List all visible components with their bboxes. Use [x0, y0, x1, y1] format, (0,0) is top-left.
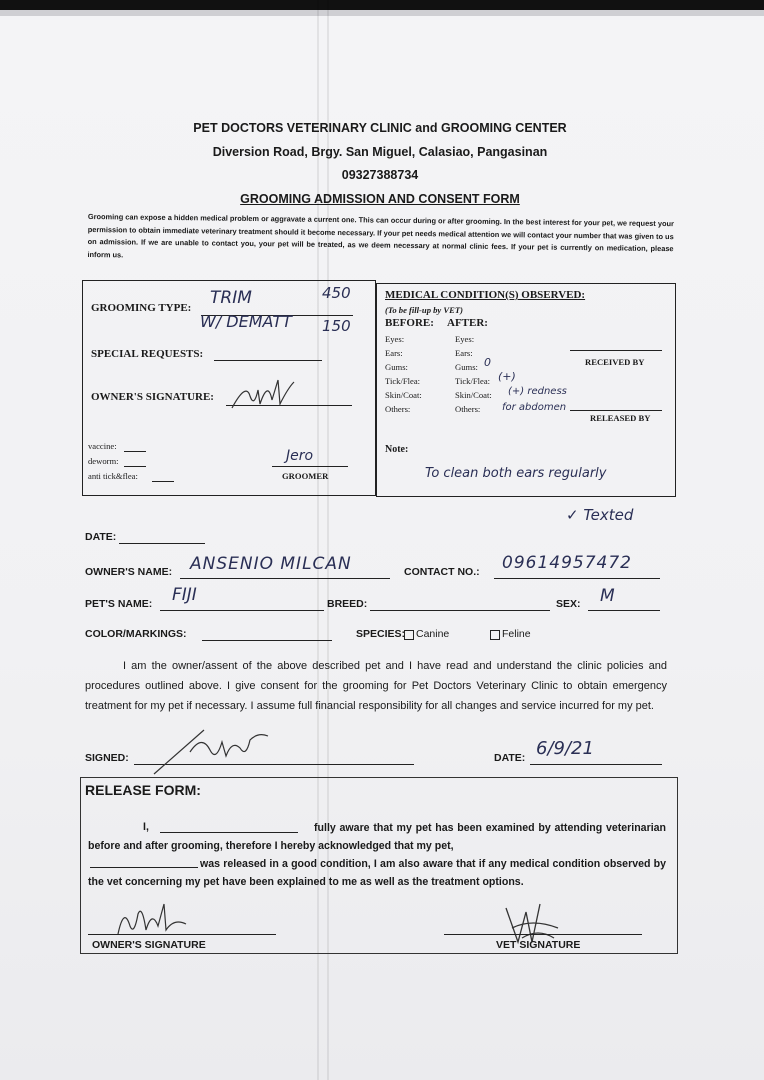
breed-line	[370, 610, 550, 611]
after-skin: Skin/Coat:	[455, 390, 492, 400]
color-label: COLOR/MARKINGS:	[85, 628, 187, 640]
scan-top-edge	[0, 0, 764, 10]
after-eyes: Eyes:	[455, 334, 475, 344]
grooming-type-value-2: W/ DEMATT	[200, 312, 292, 331]
canine-checkbox[interactable]	[404, 630, 414, 640]
anti-tick-label: anti tick&flea:	[88, 471, 138, 481]
texted-note: ✓ Texted	[566, 506, 634, 524]
medical-subtitle: (To be fill-up by VET)	[385, 305, 463, 315]
species-label: SPECIES:	[356, 628, 406, 640]
medical-title: MEDICAL CONDITION(S) OBSERVED:	[385, 289, 586, 301]
before-ears: Ears:	[385, 348, 403, 358]
vet-signature-line	[444, 934, 642, 935]
contact-label: CONTACT NO.:	[404, 566, 480, 578]
vaccine-line	[124, 451, 146, 452]
release-title: RELEASE FORM:	[85, 782, 201, 798]
owner-signature-1	[228, 374, 298, 412]
owner-signature-line-2	[88, 934, 276, 935]
after-others: Others:	[455, 404, 481, 414]
after-tick: Tick/Flea:	[455, 376, 491, 386]
before-skin: Skin/Coat:	[385, 390, 422, 400]
owner-name-line	[180, 578, 390, 579]
signed-date-line	[530, 764, 662, 765]
after-label: AFTER:	[447, 317, 488, 329]
released-by-line	[570, 410, 662, 411]
owner-name-value: ANSENIO MILCAN	[190, 554, 352, 574]
release-text-1: fully aware that my pet has been examined by attending veterinarian before and after grooming, therefore I hereby acknowledged that my pet,	[88, 822, 666, 852]
before-others: Others:	[385, 404, 411, 414]
deworm-label: deworm:	[88, 456, 119, 466]
contact-value: 09614957472	[502, 553, 632, 573]
date-line	[119, 543, 205, 544]
form-title: GROOMING ADMISSION AND CONSENT FORM	[240, 192, 520, 206]
feline-label: Feline	[502, 628, 531, 640]
before-gums: Gums:	[385, 362, 408, 372]
vet-signature-caption: VET SIGNATURE	[496, 939, 581, 951]
release-i-label: I,	[143, 821, 149, 833]
after-others-value: for abdomen	[502, 402, 567, 413]
owner-signature-2	[150, 722, 290, 778]
signed-label: SIGNED:	[85, 752, 129, 764]
contact-line	[494, 578, 660, 579]
after-gums: Gums:	[455, 362, 478, 372]
consent-paragraph: I am the owner/assent of the above described pet and I have read and understand the clinic policies and procedures outlined above. I give consent for the grooming for Pet Doctors Veterinary Clinic to obtain emergency treatment for my pet if necessary. I assume full financial responsibility for all changes and service incurred for my pet.	[85, 660, 667, 712]
pet-name-label: PET'S NAME:	[85, 598, 153, 610]
groomer-label: GROOMER	[282, 471, 329, 481]
anti-tick-line	[152, 481, 174, 482]
intro-paragraph: Grooming can expose a hidden medical problem or aggravate a current one. This can occur during or after grooming. In the best interest for your pet, we request your permission to obtain immediate veterinary treatment should it become necessary. If your pet needs medical attention we will contact your number that was given to us on admission. If we are unable to contact you, your pet will be treated, as we deem necessary at normal clinic fees. If your pet is currently on medication, please inform us.	[87, 211, 674, 259]
feline-checkbox[interactable]	[490, 630, 500, 640]
groomer-line	[272, 466, 348, 467]
special-requests-label: SPECIAL REQUESTS:	[91, 348, 204, 360]
after-tick-value: (+)	[498, 370, 516, 383]
clinic-name: PET DOCTORS VETERINARY CLINIC and GROOMING CENTER	[193, 121, 567, 135]
owner-signature-caption: OWNER'S SIGNATURE	[92, 939, 206, 951]
note-value: To clean both ears regularly	[425, 466, 607, 481]
groomer-value: Jero	[286, 448, 314, 464]
vaccine-label: vaccine:	[88, 441, 117, 451]
grooming-type-label: GROOMING TYPE:	[91, 302, 192, 314]
owner-name-label: OWNER'S NAME:	[85, 566, 173, 578]
pet-name-line	[160, 610, 324, 611]
pet-name-value: FIJI	[172, 585, 197, 605]
grooming-price-1: 450	[322, 284, 351, 302]
date-label: DATE:	[85, 531, 117, 543]
canine-label: Canine	[416, 628, 450, 640]
deworm-line	[124, 466, 146, 467]
signed-date-label: DATE:	[494, 752, 526, 764]
signed-date-value: 6/9/21	[536, 738, 594, 759]
clinic-phone: 09327388734	[341, 168, 419, 182]
breed-label: BREED:	[327, 598, 368, 610]
sex-value: M	[600, 586, 615, 606]
sex-line	[588, 610, 660, 611]
after-ears: Ears:	[455, 348, 473, 358]
before-eyes: Eyes:	[385, 334, 405, 344]
grooming-type-value: TRIM	[210, 288, 252, 308]
special-requests-line	[214, 360, 322, 361]
released-by-label: RELEASED BY	[590, 413, 651, 423]
note-label: Note:	[385, 444, 409, 455]
sex-label: SEX:	[556, 598, 581, 610]
before-tick: Tick/Flea:	[385, 376, 421, 386]
after-skin-value: (+) redness	[508, 386, 567, 397]
release-text-2: was released in a good condition, I am also aware that if any medical condition observed by the vet concerning my pet have been explained to me as well as the treatment options.	[88, 858, 666, 888]
grooming-price-2: 150	[322, 317, 351, 335]
color-line	[202, 640, 332, 641]
before-label: BEFORE:	[385, 317, 434, 329]
owner-signature-label: OWNER'S SIGNATURE:	[91, 391, 214, 403]
scan-top-shadow	[0, 10, 764, 16]
clinic-address: Diversion Road, Brgy. San Miguel, Calasiao, Pangasinan	[212, 145, 548, 159]
after-gums-value: 0	[484, 356, 491, 369]
received-by-line	[570, 350, 662, 351]
received-by-label: RECEIVED BY	[585, 357, 645, 367]
